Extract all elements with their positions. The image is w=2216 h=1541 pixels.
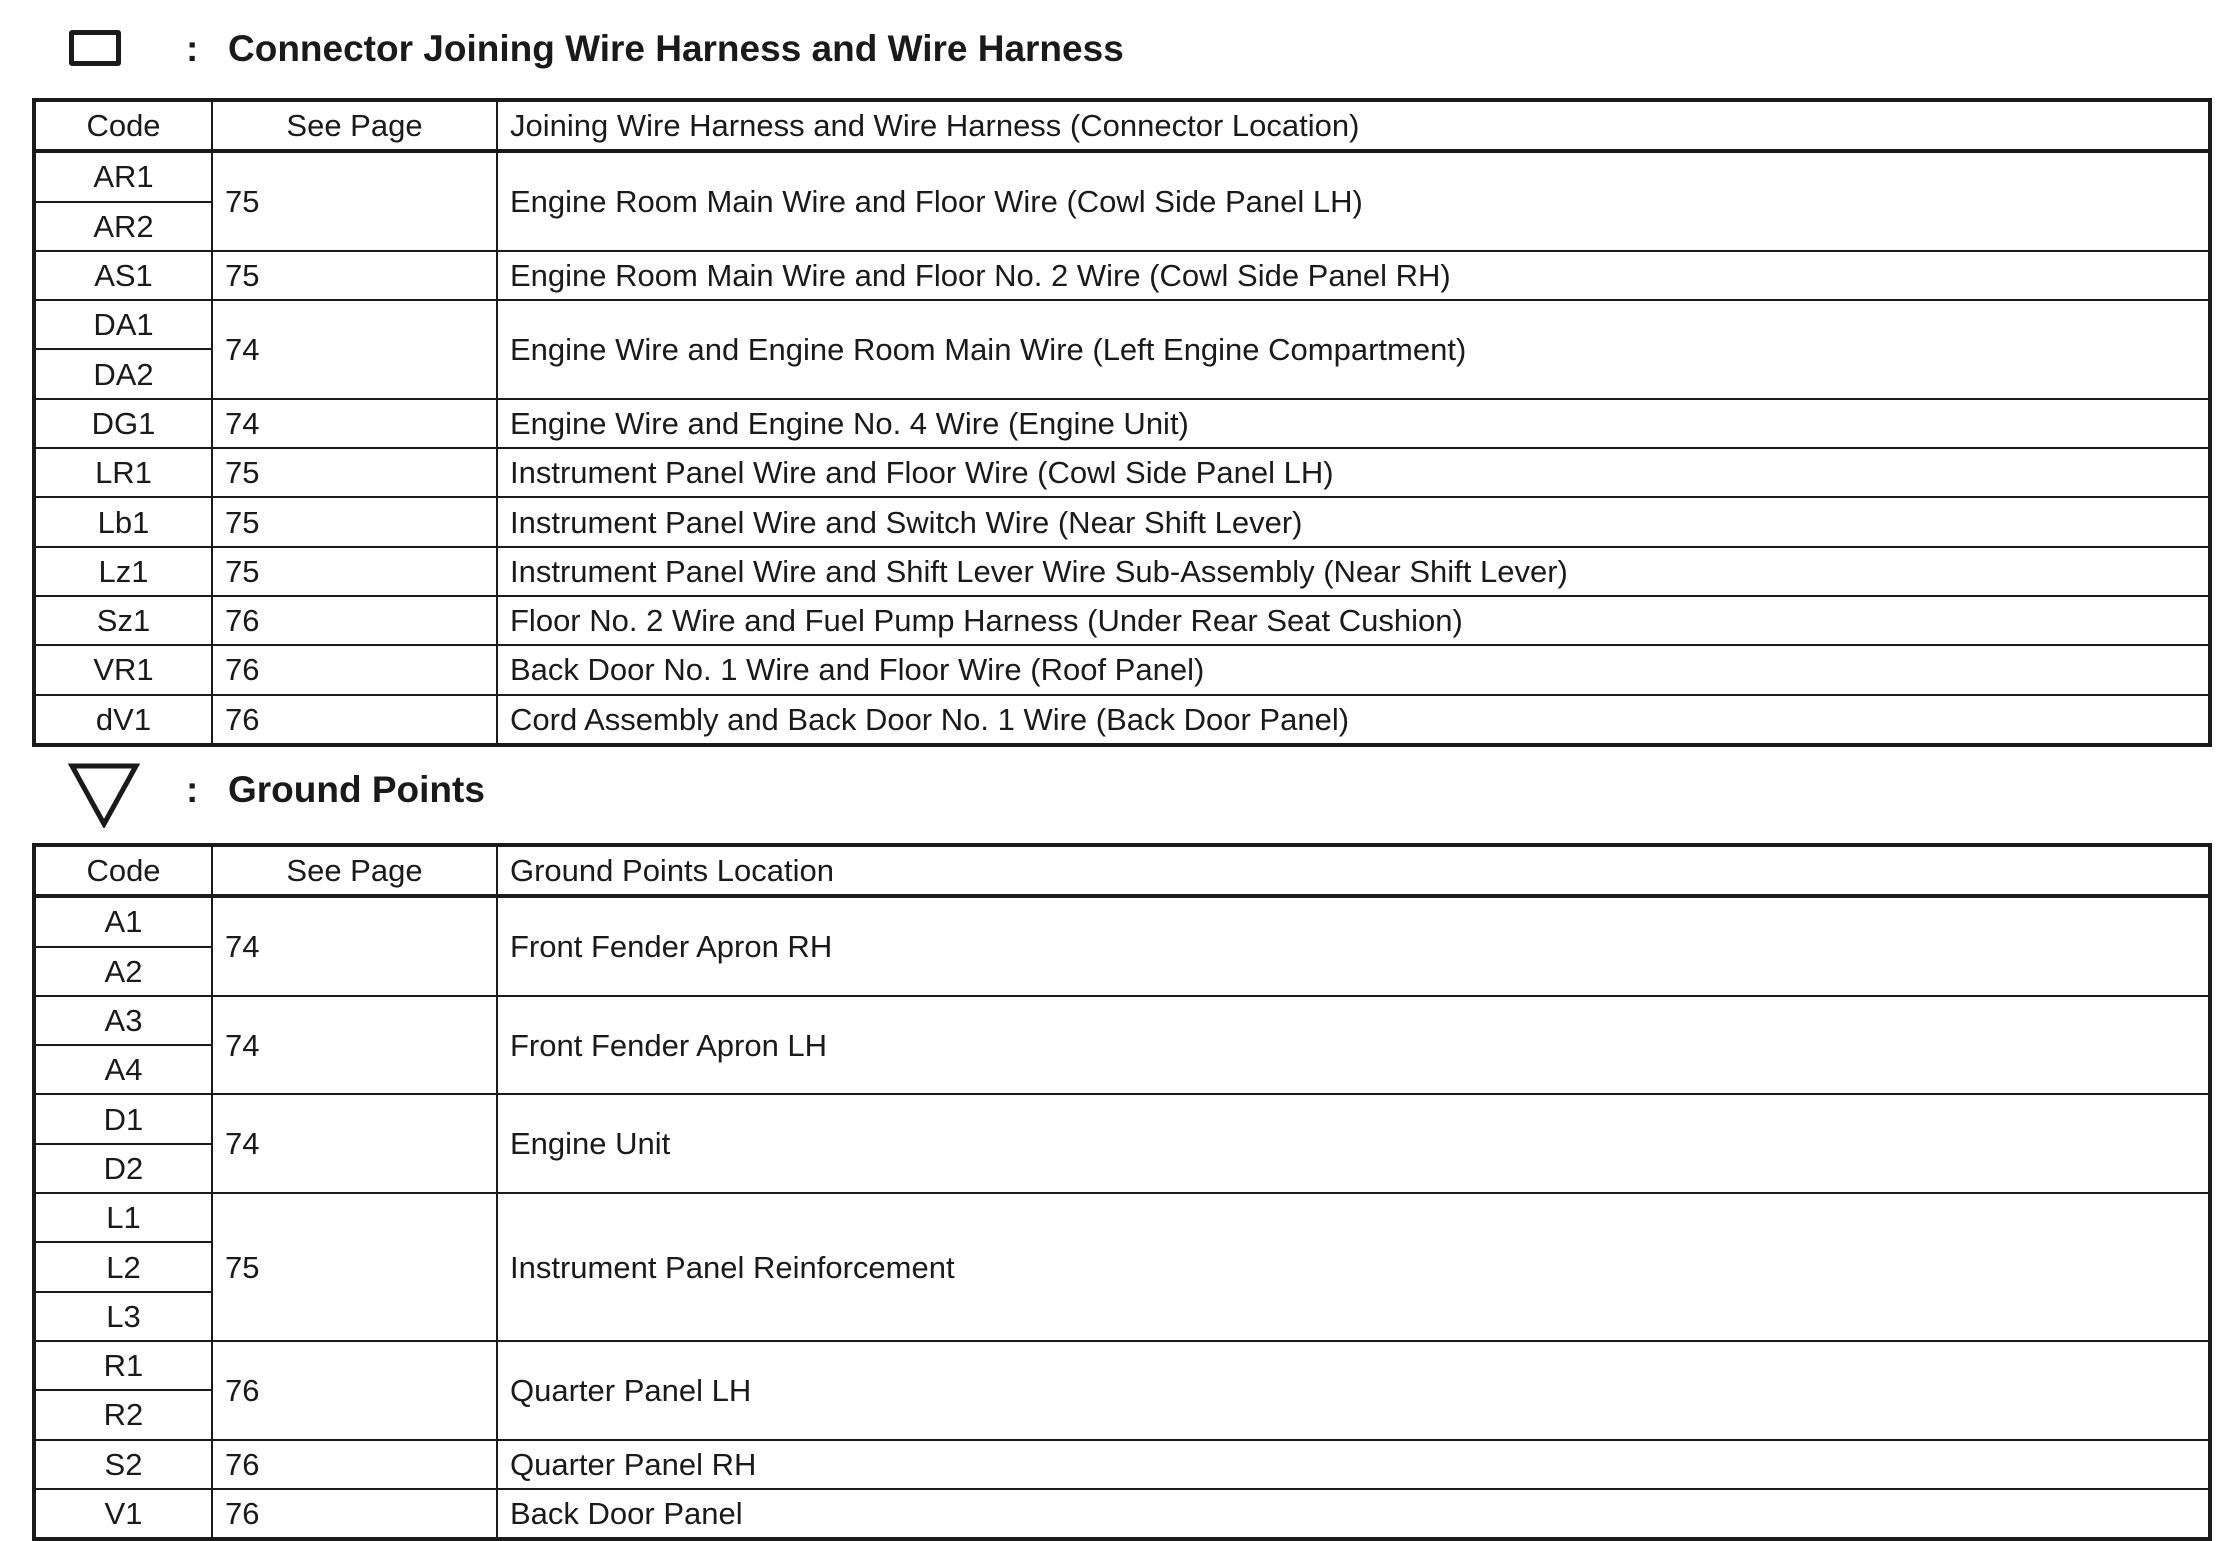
location-cell: Back Door No. 1 Wire and Floor Wire (Roof Panel) bbox=[497, 645, 2210, 694]
table-row bbox=[34, 1440, 2210, 1489]
table-header-row bbox=[34, 100, 2210, 151]
location-cell: Engine Unit bbox=[497, 1094, 2210, 1193]
heading-colon: : bbox=[186, 769, 199, 810]
code-cell: A3 bbox=[34, 996, 212, 1045]
location-cell: Engine Wire and Engine No. 4 Wire (Engine Unit) bbox=[497, 399, 2210, 448]
location-cell: Quarter Panel LH bbox=[497, 1341, 2210, 1440]
table-row bbox=[34, 695, 2210, 745]
location-cell: Instrument Panel Wire and Floor Wire (Cowl Side Panel LH) bbox=[497, 448, 2210, 497]
location-cell: Cord Assembly and Back Door No. 1 Wire (Back Door Panel) bbox=[497, 695, 2210, 745]
table-row bbox=[34, 1341, 2210, 1390]
heading-colon: : bbox=[186, 28, 199, 69]
see-page-cell: 74 bbox=[212, 300, 497, 399]
see-page-cell: 74 bbox=[212, 1094, 497, 1193]
table-row bbox=[34, 497, 2210, 546]
code-cell: A1 bbox=[34, 896, 212, 946]
code-cell: AR1 bbox=[34, 151, 212, 201]
code-cell: Lz1 bbox=[34, 547, 212, 596]
see-page-cell: 75 bbox=[212, 151, 497, 251]
see-page-cell: 76 bbox=[212, 645, 497, 694]
location-cell: Instrument Panel Reinforcement bbox=[497, 1193, 2210, 1341]
table-row bbox=[34, 448, 2210, 497]
location-cell: Instrument Panel Wire and Shift Lever Wire Sub-Assembly (Near Shift Lever) bbox=[497, 547, 2210, 596]
code-cell: DA2 bbox=[34, 349, 212, 398]
code-cell: DG1 bbox=[34, 399, 212, 448]
location-cell: Front Fender Apron LH bbox=[497, 996, 2210, 1095]
code-cell: A4 bbox=[34, 1045, 212, 1094]
code-cell: L2 bbox=[34, 1242, 212, 1291]
location-cell: Engine Room Main Wire and Floor No. 2 Wire (Cowl Side Panel RH) bbox=[497, 251, 2210, 300]
code-cell: V1 bbox=[34, 1489, 212, 1539]
code-cell: Sz1 bbox=[34, 596, 212, 645]
code-cell: VR1 bbox=[34, 645, 212, 694]
header-see-page: See Page bbox=[212, 100, 497, 151]
see-page-cell: 74 bbox=[212, 399, 497, 448]
table-row bbox=[34, 151, 2210, 201]
code-cell: D1 bbox=[34, 1094, 212, 1143]
table-row bbox=[34, 896, 2210, 946]
table-row bbox=[34, 1489, 2210, 1539]
header-code: Code bbox=[34, 100, 212, 151]
see-page-cell: 74 bbox=[212, 996, 497, 1095]
code-cell: S2 bbox=[34, 1440, 212, 1489]
code-cell: AR2 bbox=[34, 202, 212, 251]
location-cell: Floor No. 2 Wire and Fuel Pump Harness (Under Rear Seat Cushion) bbox=[497, 596, 2210, 645]
connector-heading bbox=[0, 0, 2216, 100]
see-page-cell: 75 bbox=[212, 448, 497, 497]
code-cell: A2 bbox=[34, 947, 212, 996]
code-cell: D2 bbox=[34, 1144, 212, 1193]
header-location: Ground Points Location bbox=[497, 845, 2210, 896]
connector-table bbox=[32, 98, 2212, 747]
ground-table bbox=[32, 843, 2212, 1541]
see-page-cell: 76 bbox=[212, 695, 497, 745]
code-cell: Lb1 bbox=[34, 497, 212, 546]
table-row bbox=[34, 996, 2210, 1045]
table-row bbox=[34, 596, 2210, 645]
see-page-cell: 75 bbox=[212, 251, 497, 300]
connector-table-body bbox=[34, 151, 2210, 745]
see-page-cell: 75 bbox=[212, 1193, 497, 1341]
code-cell: R1 bbox=[34, 1341, 212, 1390]
location-cell: Quarter Panel RH bbox=[497, 1440, 2210, 1489]
header-location: Joining Wire Harness and Wire Harness (Connector Location) bbox=[497, 100, 2210, 151]
code-cell: AS1 bbox=[34, 251, 212, 300]
ground-table-body bbox=[34, 896, 2210, 1539]
code-cell: dV1 bbox=[34, 695, 212, 745]
code-cell: LR1 bbox=[34, 448, 212, 497]
header-code: Code bbox=[34, 845, 212, 896]
table-row bbox=[34, 399, 2210, 448]
code-cell: R2 bbox=[34, 1390, 212, 1439]
table-row bbox=[34, 300, 2210, 349]
see-page-cell: 76 bbox=[212, 1440, 497, 1489]
ground-heading bbox=[0, 744, 2216, 844]
section-title: Ground Points bbox=[228, 769, 485, 810]
see-page-cell: 74 bbox=[212, 896, 497, 996]
square-box-icon bbox=[69, 30, 121, 66]
section-title: Connector Joining Wire Harness and Wire Harness bbox=[228, 28, 1124, 69]
code-cell: DA1 bbox=[34, 300, 212, 349]
see-page-cell: 76 bbox=[212, 1341, 497, 1440]
table-header-row bbox=[34, 845, 2210, 896]
see-page-cell: 76 bbox=[212, 1489, 497, 1539]
location-cell: Engine Room Main Wire and Floor Wire (Cowl Side Panel LH) bbox=[497, 151, 2210, 251]
see-page-cell: 75 bbox=[212, 497, 497, 546]
table-row bbox=[34, 1193, 2210, 1242]
header-see-page: See Page bbox=[212, 845, 497, 896]
location-cell: Instrument Panel Wire and Switch Wire (Near Shift Lever) bbox=[497, 497, 2210, 546]
table-row bbox=[34, 251, 2210, 300]
see-page-cell: 75 bbox=[212, 547, 497, 596]
location-cell: Back Door Panel bbox=[497, 1489, 2210, 1539]
see-page-cell: 76 bbox=[212, 596, 497, 645]
downward-triangle-icon bbox=[68, 762, 140, 828]
location-cell: Front Fender Apron RH bbox=[497, 896, 2210, 996]
location-cell: Engine Wire and Engine Room Main Wire (Left Engine Compartment) bbox=[497, 300, 2210, 399]
code-cell: L1 bbox=[34, 1193, 212, 1242]
code-cell: L3 bbox=[34, 1292, 212, 1341]
table-row bbox=[34, 645, 2210, 694]
table-row bbox=[34, 547, 2210, 596]
table-row bbox=[34, 1094, 2210, 1143]
